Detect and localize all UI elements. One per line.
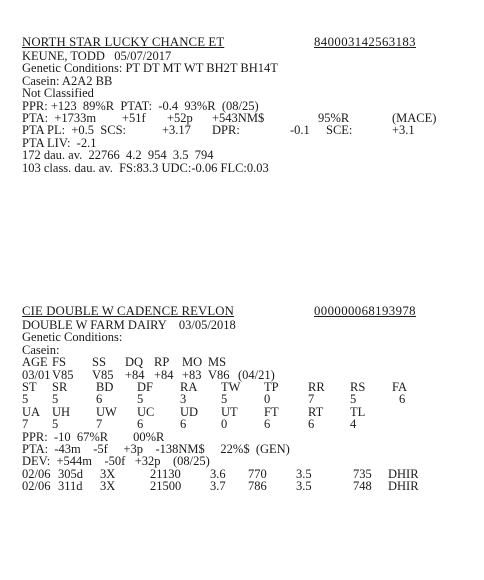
registration-number: 000000068193978 (314, 304, 416, 318)
ppr-line: PPR: -10 67%R 00%R (22, 429, 165, 444)
dev-line: DEV: +544m -50f +32p (08/25) (22, 454, 210, 469)
score-header-row (22, 356, 472, 368)
score-header-cell: RP (154, 355, 170, 370)
trait-value: 0 (221, 417, 228, 432)
score-value: +84 (154, 367, 174, 382)
breeder-and-birthdate: DOUBLE W FARM DAIRY 03/05/2018 (22, 318, 236, 332)
pta-source: (MACE) (392, 110, 437, 125)
trait-code: TW (221, 379, 241, 394)
trait-code: TP (264, 379, 279, 394)
score-value: V86 (208, 367, 230, 382)
trait-code: RS (350, 379, 366, 394)
trait-code: RT (308, 404, 324, 419)
record-cell: 3.5 (296, 479, 312, 494)
record-header (22, 305, 472, 319)
record-cell: DHIR (388, 466, 419, 481)
record-cell: 3.6 (210, 466, 226, 481)
animal-record-card-1 (22, 36, 472, 174)
pta-reliability: 95%R (318, 110, 350, 125)
trait-code: DF (137, 379, 153, 394)
trait-code: BD (96, 379, 114, 394)
trait-code: UC (137, 404, 155, 419)
score-value: +84 (125, 367, 145, 382)
score-header-cell: MO (182, 355, 203, 370)
trait-code: UA (22, 404, 41, 419)
record-cell: 305d (58, 466, 83, 481)
trait-value: 5 (52, 392, 59, 407)
trait-value: 3 (180, 392, 187, 407)
pta-pl-scs-label: PTA PL: +0.5 SCS: (22, 123, 126, 138)
trait-value: 6 (399, 392, 406, 407)
animal-name: NORTH STAR LUCKY CHANCE ET (22, 35, 225, 49)
score-header-cell: MS (208, 355, 227, 370)
genetic-conditions: Genetic Conditions: PT DT MT WT BH2T BH14T (22, 61, 278, 76)
record-cell: 3.7 (210, 479, 226, 494)
trait-code: UT (221, 404, 238, 419)
trait-value: 7 (308, 392, 315, 407)
record-cell: 3X (100, 466, 116, 481)
trait-value: 7 (96, 417, 103, 432)
score-value: 03/01 (22, 367, 51, 382)
dpr-label: DPR: (212, 123, 240, 138)
linear-traits-values-row-1 (22, 393, 472, 405)
pta-milk: PTA: +1733m (22, 110, 97, 125)
linear-traits-values-row-2 (22, 418, 472, 430)
record-cell: 02/06 (22, 466, 51, 481)
trait-code: UW (96, 404, 117, 419)
trait-code: FA (392, 379, 408, 394)
classified-daughter-average: 103 class. dau. av. FS:83.3 UDC:-0.06 FLC:0.03 (22, 160, 269, 175)
trait-value: 6 (264, 417, 271, 432)
casein: Casein: A2A2 BB (22, 73, 113, 88)
trait-value: 5 (52, 417, 59, 432)
record-cell: 21130 (150, 466, 181, 481)
record-cell: 748 (353, 479, 372, 494)
ppr-line: PPR: +123 89%R PTAT: -0.4 93%R (08/25) (22, 98, 259, 113)
sce-label: SCE: (326, 123, 353, 138)
lactation-record-row (22, 480, 472, 492)
score-value: +83 (182, 367, 202, 382)
trait-value: 6 (137, 417, 144, 432)
pta-fat: +51f (122, 110, 146, 125)
casein: Casein: (22, 342, 60, 357)
record-cell: 3X (100, 479, 116, 494)
score-header-cell: FS (52, 355, 66, 370)
trait-value: 6 (308, 417, 315, 432)
trait-value: 0 (264, 392, 271, 407)
pta-nm-dollars: +543NM$ (212, 110, 265, 125)
trait-code: TL (350, 404, 366, 419)
pta-protein: +52p (167, 110, 193, 125)
record-cell: 02/06 (22, 479, 51, 494)
genetic-conditions: Genetic Conditions: (22, 330, 123, 345)
trait-value: 5 (350, 392, 357, 407)
trait-value: 5 (221, 392, 228, 407)
trait-code: SR (52, 379, 68, 394)
pta-line: PTA: -43m -5f +3p -138NM$ 22%$ (GEN) (22, 441, 290, 456)
registration-number: 840003142563183 (314, 35, 416, 49)
scs-value: +3.17 (162, 123, 191, 138)
record-cell: 3.5 (296, 466, 312, 481)
classification-status: Not Classified (22, 86, 94, 101)
daughter-average: 172 dau. av. 22766 4.2 954 3.5 794 (22, 148, 214, 163)
score-date: (04/21) (238, 367, 275, 382)
trait-code: RR (308, 379, 325, 394)
trait-code: RA (180, 379, 198, 394)
record-cell: 770 (248, 466, 267, 481)
score-header-cell: DQ (125, 355, 144, 370)
trait-value: 4 (350, 417, 357, 432)
record-cell: 311d (58, 479, 83, 494)
trait-value: 5 (137, 392, 144, 407)
trait-value: 6 (180, 417, 187, 432)
record-cell: DHIR (388, 479, 419, 494)
record-cell: 735 (353, 466, 372, 481)
score-value: V85 (52, 367, 74, 382)
breeder-and-birthdate: KEUNE, TODD 05/07/2017 (22, 49, 172, 63)
animal-name: CIE DOUBLE W CADENCE REVLON (22, 304, 234, 318)
trait-value: 6 (96, 392, 103, 407)
dpr-value: -0.1 (290, 123, 310, 138)
trait-code: ST (22, 379, 37, 394)
linear-traits-header-row-2 (22, 406, 472, 418)
trait-value: 5 (22, 392, 29, 407)
trait-code: FT (264, 404, 279, 419)
pta-liv: PTA LIV: -2.1 (22, 135, 97, 150)
pta-pl-line (22, 124, 472, 136)
trait-code: UH (52, 404, 71, 419)
record-header (22, 36, 472, 50)
score-value: V85 (92, 367, 114, 382)
sce-value: +3.1 (392, 123, 415, 138)
score-header-cell: AGE (22, 355, 48, 370)
trait-code: UD (180, 404, 199, 419)
record-cell: 21500 (150, 479, 182, 494)
trait-value: 7 (22, 417, 29, 432)
score-header-cell: SS (92, 355, 106, 370)
record-cell: 786 (248, 479, 267, 494)
animal-record-card-2 (22, 305, 472, 492)
